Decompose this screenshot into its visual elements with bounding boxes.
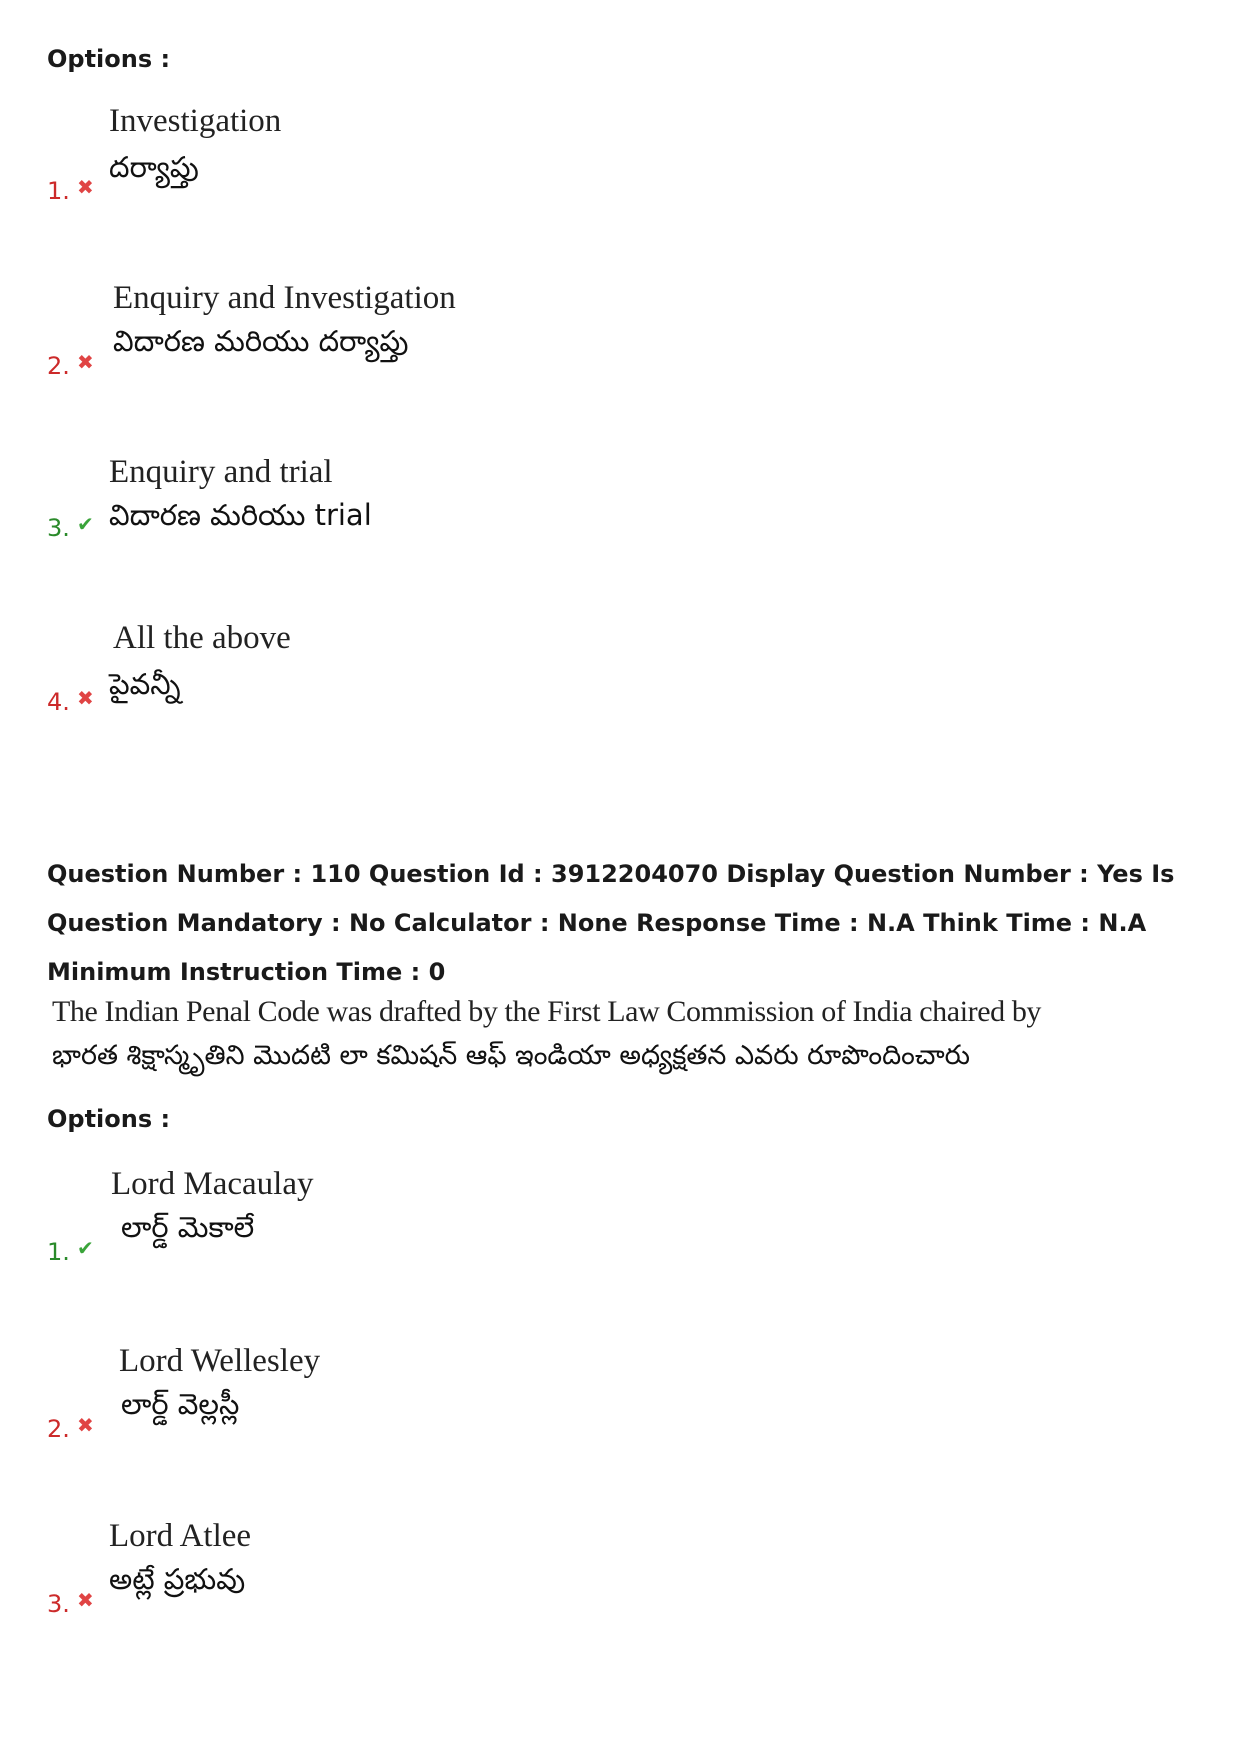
wrong-mark-icon: ✖: [77, 350, 94, 374]
option-text-telugu: దర్యాప్తు: [109, 150, 199, 184]
check-mark-icon: ✔: [77, 1236, 94, 1260]
question-meta: Question Number : 110 Question Id : 3912204070 Display Question Number : Yes Is Question Mandatory : No Calculator : None Response Time : N.A Think Time : N.A Minimum Instruction Time : 0: [47, 860, 1175, 986]
option-1[interactable]: [47, 1158, 747, 1268]
option-text-telugu: విదారణ మరియు trial: [109, 498, 372, 532]
option-number: 2.: [47, 1415, 70, 1443]
option-4[interactable]: [47, 612, 747, 722]
option-number: 3.: [47, 514, 70, 542]
option-2[interactable]: [47, 1335, 747, 1445]
option-text-telugu: విదారణ మరియు దర్యాప్తు: [113, 324, 409, 358]
option-number: 2.: [47, 352, 70, 380]
option-text-english: Lord Wellesley: [119, 1343, 321, 1379]
option-text-english: Enquiry and Investigation: [113, 280, 456, 316]
option-number: 3.: [47, 1590, 70, 1618]
option-3[interactable]: [47, 446, 747, 556]
option-text-english: All the above: [113, 620, 291, 656]
option-text-telugu: లార్డ్ వెల్లస్లీ: [121, 1387, 240, 1421]
option-number: 1.: [47, 1238, 70, 1266]
option-3[interactable]: [47, 1510, 747, 1620]
option-number: 4.: [47, 688, 70, 716]
option-text-english: Lord Macaulay: [111, 1166, 314, 1202]
option-number: 1.: [47, 177, 70, 205]
wrong-mark-icon: ✖: [77, 175, 94, 199]
question-text-english: The Indian Penal Code was drafted by the First Law Commission of India chaired by: [52, 995, 1042, 1028]
option-text-telugu: లార్డ్ మెకాలే: [121, 1210, 255, 1244]
option-text-english: Investigation: [109, 103, 282, 139]
check-mark-icon: ✔: [77, 512, 94, 536]
wrong-mark-icon: ✖: [77, 1588, 94, 1612]
option-2[interactable]: [47, 272, 747, 382]
options-label: Options :: [47, 1105, 171, 1133]
option-text-telugu: అట్లే ప్రభువు: [109, 1562, 246, 1596]
wrong-mark-icon: ✖: [77, 1413, 94, 1437]
options-label: Options :: [47, 45, 171, 73]
wrong-mark-icon: ✖: [77, 686, 94, 710]
option-text-english: Lord Atlee: [109, 1518, 252, 1554]
option-text-telugu: పైవన్నీ: [109, 667, 181, 701]
question-text-telugu: భారత శిక్షాస్మృతిని మొదటి లా కమిషన్ ఆఫ్ ఇండియా అధ్యక్షతన ఎవరు రూపొందించారు: [52, 1040, 970, 1071]
option-1[interactable]: [47, 95, 747, 205]
option-text-english: Enquiry and trial: [109, 454, 333, 490]
